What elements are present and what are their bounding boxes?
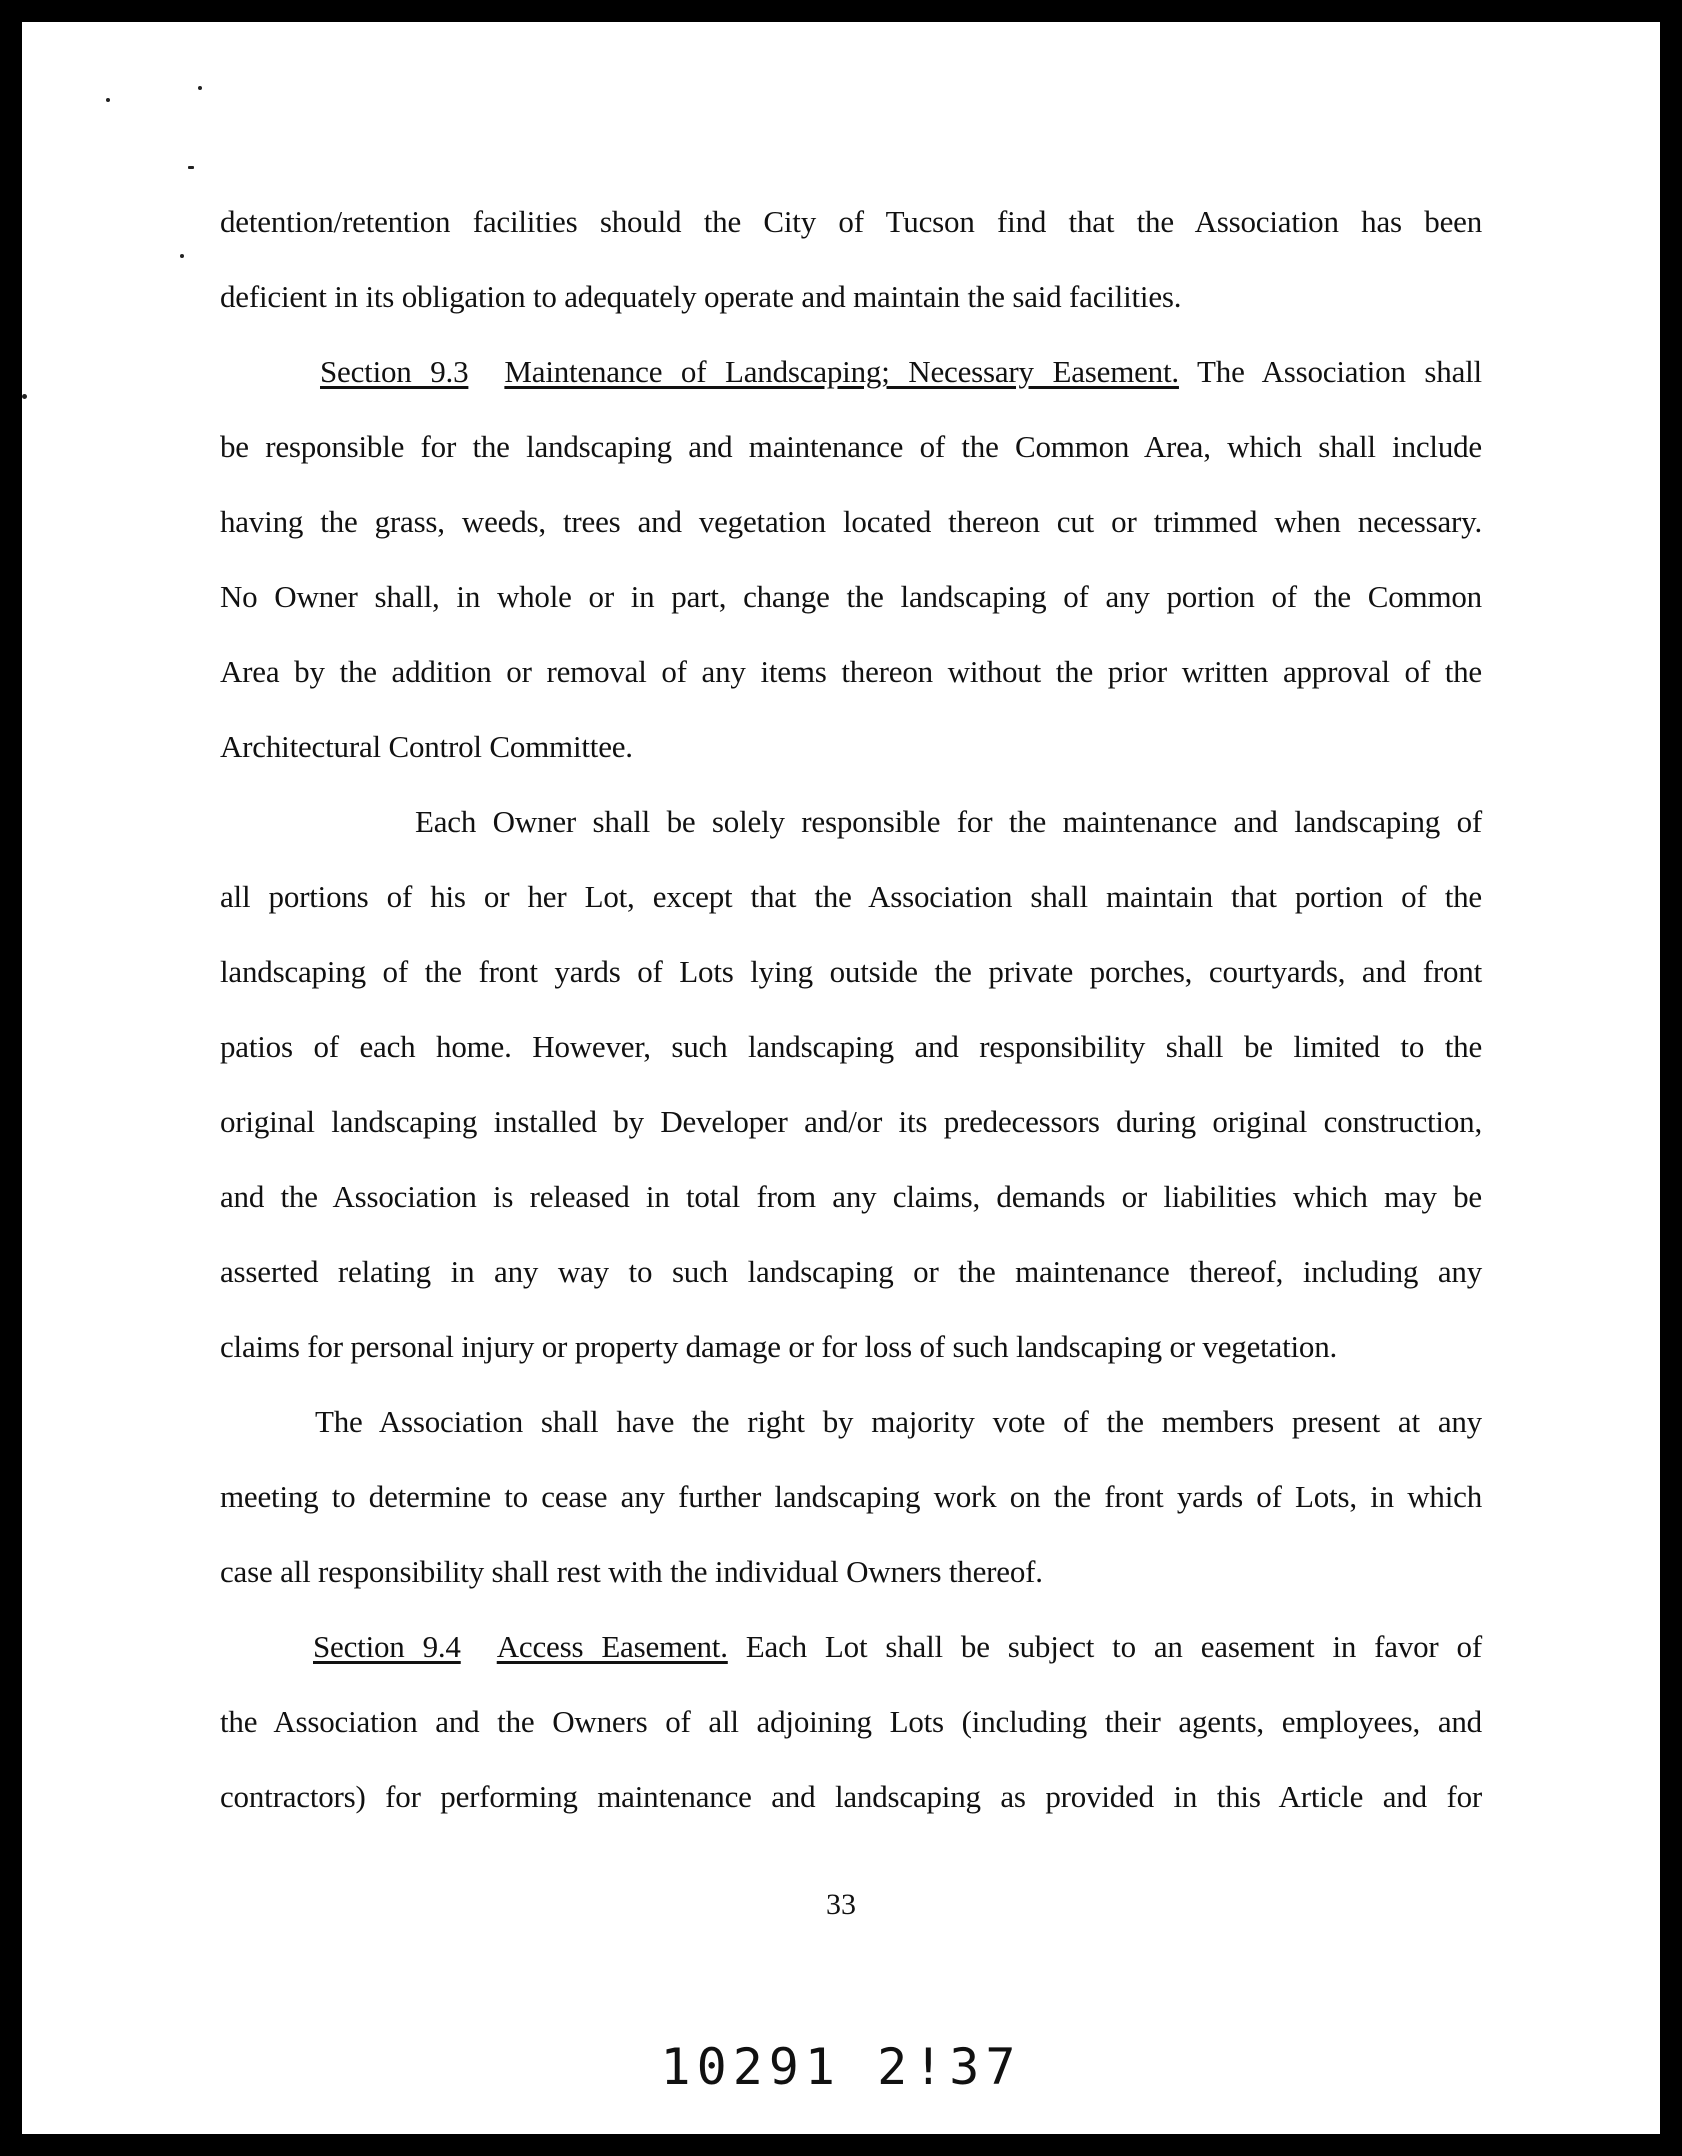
text-line: original landscaping installed by Developer and/or its predecessors during original construction,: [220, 1104, 1482, 1139]
scan-speck: [180, 254, 184, 258]
text-line: No Owner shall, in whole or in part, change the landscaping of any portion of the Common: [220, 579, 1482, 614]
text-line: all portions of his or her Lot, except that the Association shall maintain that portion of the: [220, 879, 1482, 914]
section-title: Access Easement.: [496, 1629, 728, 1664]
text-line: Each Owner shall be solely responsible for the maintenance and landscaping of: [415, 804, 1482, 839]
section-9-3-heading-line: [320, 352, 1482, 392]
text-line: be responsible for the landscaping and maintenance of the Common Area, which shall include: [220, 429, 1482, 464]
text-line: asserted relating in any way to such landscaping or the maintenance thereof, including any: [220, 1254, 1482, 1289]
text-line: detention/retention facilities should the City of Tucson find that the Association has been: [220, 204, 1482, 239]
scan-speck: [22, 394, 27, 399]
text-line: Each Lot shall be subject to an easement in favor of: [745, 1629, 1482, 1664]
text-line: Area by the addition or removal of any items thereon without the prior written approval of the: [220, 654, 1482, 689]
scan-speck: [106, 98, 110, 102]
section-title: Maintenance of Landscaping; Necessary Easement.: [504, 354, 1179, 389]
text-line: case all responsibility shall rest with the individual Owners thereof.: [220, 1554, 1043, 1589]
text-line: and the Association is released in total from any claims, demands or liabilities which may be: [220, 1179, 1482, 1214]
section-number: Section 9.4: [313, 1629, 461, 1664]
section-9-4-heading-line: [313, 1627, 1482, 1667]
page-number: 33: [826, 1888, 856, 1921]
text-line: deficient in its obligation to adequately operate and maintain the said facilities.: [220, 279, 1182, 314]
document-stamp: 10291 2!37: [660, 2038, 1022, 2096]
text-line: patios of each home. However, such landscaping and responsibility shall be limited to the: [220, 1029, 1482, 1064]
document-page: [22, 22, 1660, 2134]
text-line: landscaping of the front yards of Lots lying outside the private porches, courtyards, and front: [220, 954, 1482, 989]
text-line: claims for personal injury or property damage or for loss of such landscaping or vegetation.: [220, 1329, 1338, 1364]
text-line: The Association shall: [1197, 354, 1482, 389]
text-line: contractors) for performing maintenance and landscaping as provided in this Article and for: [220, 1779, 1482, 1814]
text-line: the Association and the Owners of all adjoining Lots (including their agents, employees, and: [220, 1704, 1482, 1739]
section-number: Section 9.3: [320, 354, 469, 389]
text-line: meeting to determine to cease any further landscaping work on the front yards of Lots, in which: [220, 1479, 1482, 1514]
scan-speck: [188, 166, 194, 169]
scan-speck: [198, 86, 202, 90]
text-line: The Association shall have the right by majority vote of the members present at any: [315, 1404, 1482, 1439]
text-line: Architectural Control Committee.: [220, 729, 633, 764]
text-line: having the grass, weeds, trees and vegetation located thereon cut or trimmed when necessary.: [220, 504, 1482, 539]
